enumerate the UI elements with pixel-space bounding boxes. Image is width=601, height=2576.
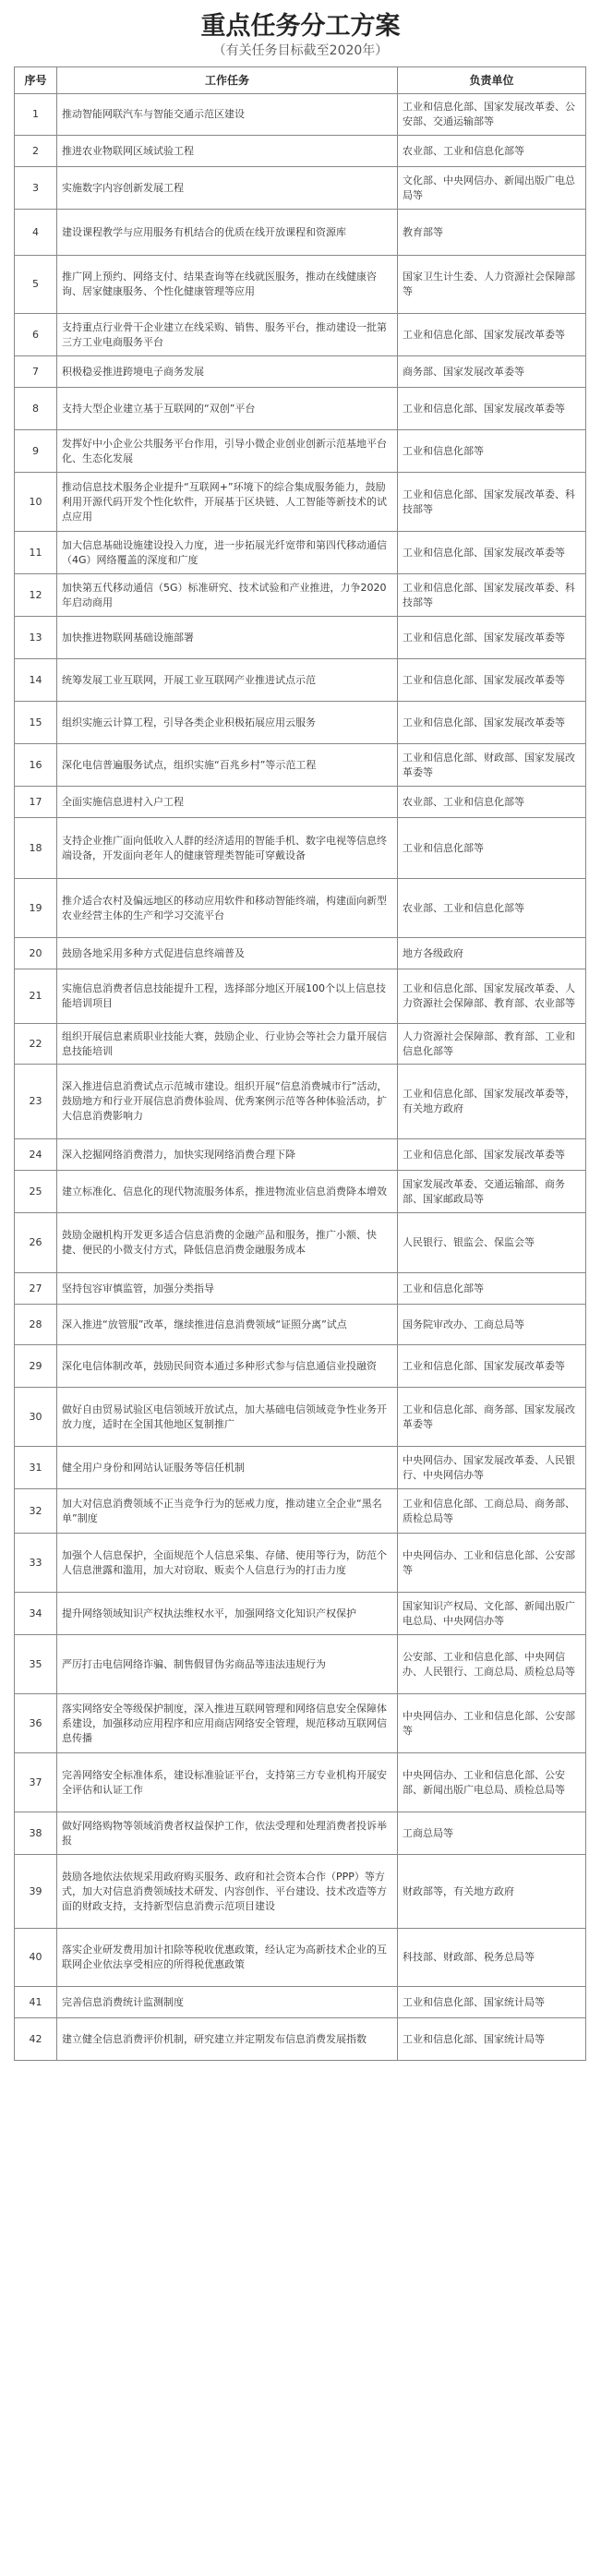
cell-dept: 人民银行、银监会、保监会等 <box>398 1213 586 1273</box>
cell-dept: 国务院审改办、工商总局等 <box>398 1305 586 1345</box>
cell-task: 建立健全信息消费评价机制，研究建立并定期发布信息消费发展指数 <box>57 2018 398 2061</box>
cell-task: 发挥好中小企业公共服务平台作用，引导小微企业创业创新示范基地平台化、生态化发展 <box>57 430 398 473</box>
table-row <box>15 1345 586 1388</box>
cell-dept: 工业和信息化部、国家统计局等 <box>398 1987 586 2018</box>
cell-num: 15 <box>15 702 57 744</box>
page-subtitle: （有关任务目标截至2020年） <box>212 43 389 58</box>
cell-dept: 工业和信息化部、商务部、国家发展改革委等 <box>398 1388 586 1447</box>
table-row <box>15 1171 586 1213</box>
table-row <box>15 1812 586 1855</box>
table-row <box>15 1305 586 1345</box>
table-header-row <box>15 67 586 94</box>
table-row <box>15 1139 586 1171</box>
cell-num: 30 <box>15 1388 57 1447</box>
cell-dept: 工业和信息化部、国家发展改革委、科技部等 <box>398 574 586 617</box>
cell-num: 36 <box>15 1694 57 1753</box>
cell-num: 42 <box>15 2018 57 2061</box>
cell-task: 健全用户身份和网站认证服务等信任机制 <box>57 1447 398 1489</box>
cell-task: 积极稳妥推进跨境电子商务发展 <box>57 356 398 388</box>
cell-task: 深化电信体制改革，鼓励民间资本通过多种形式参与信息通信业投融资 <box>57 1345 398 1388</box>
table-row <box>15 1065 586 1139</box>
cell-dept: 人力资源社会保障部、教育部、工业和信息化部等 <box>398 1024 586 1065</box>
cell-dept: 工业和信息化部、国家发展改革委等 <box>398 532 586 574</box>
cell-dept: 农业部、工业和信息化部等 <box>398 136 586 167</box>
cell-num: 6 <box>15 314 57 356</box>
cell-dept: 工业和信息化部等 <box>398 430 586 473</box>
table-row <box>15 356 586 388</box>
cell-num: 32 <box>15 1489 57 1534</box>
cell-dept: 文化部、中央网信办、新闻出版广电总局等 <box>398 167 586 210</box>
cell-task: 加快第五代移动通信（5G）标准研究、技术试验和产业推进，力争2020年启动商用 <box>57 574 398 617</box>
table-row <box>15 702 586 744</box>
cell-task: 统筹发展工业互联网，开展工业互联网产业推进试点示范 <box>57 659 398 702</box>
cell-dept: 教育部等 <box>398 210 586 256</box>
cell-num: 19 <box>15 879 57 938</box>
cell-dept: 中央网信办、工业和信息化部、公安部等 <box>398 1694 586 1753</box>
table-row <box>15 430 586 473</box>
cell-num: 41 <box>15 1987 57 2018</box>
cell-num: 39 <box>15 1855 57 1929</box>
table-row <box>15 1024 586 1065</box>
cell-dept: 工业和信息化部、国家发展改革委等 <box>398 617 586 659</box>
cell-task: 完善网络安全标准体系，建设标准验证平台，支持第三方专业机构开展安全评估和认证工作 <box>57 1753 398 1812</box>
cell-num: 7 <box>15 356 57 388</box>
table-row <box>15 787 586 818</box>
cell-dept: 工业和信息化部、国家发展改革委等 <box>398 1345 586 1388</box>
cell-dept: 工商总局等 <box>398 1812 586 1855</box>
cell-task: 做好网络购物等领域消费者权益保护工作，依法受理和处理消费者投诉举报 <box>57 1812 398 1855</box>
cell-dept: 中央网信办、国家发展改革委、人民银行、中央网信办等 <box>398 1447 586 1489</box>
cell-dept: 财政部等，有关地方政府 <box>398 1855 586 1929</box>
cell-num: 17 <box>15 787 57 818</box>
cell-task: 支持企业推广面向低收入人群的经济适用的智能手机、数字电视等信息终端设备，开发面向老年人的健康管理类智能可穿戴设备 <box>57 818 398 879</box>
table-row <box>15 1213 586 1273</box>
cell-num: 14 <box>15 659 57 702</box>
cell-num: 11 <box>15 532 57 574</box>
cell-num: 38 <box>15 1812 57 1855</box>
cell-task: 做好自由贸易试验区电信领域开放试点，加大基础电信领域竞争性业务开放力度，适时在全国其他地区复制推广 <box>57 1388 398 1447</box>
cell-num: 8 <box>15 388 57 430</box>
cell-task: 加强个人信息保护，全面规范个人信息采集、存储、使用等行为，防范个人信息泄露和滥用，加大对窃取、贩卖个人信息行为的打击力度 <box>57 1534 398 1593</box>
table-row <box>15 1489 586 1534</box>
cell-dept: 工业和信息化部、国家发展改革委等 <box>398 1139 586 1171</box>
table-row <box>15 1447 586 1489</box>
table-row <box>15 1753 586 1812</box>
cell-num: 9 <box>15 430 57 473</box>
cell-task: 全面实施信息进村入户工程 <box>57 787 398 818</box>
cell-task: 深入推进信息消费试点示范城市建设。组织开展“信息消费城市行”活动，鼓励地方和行业开展信息消费体验周、优秀案例示范等各种体验活动，扩大信息消费影响力 <box>57 1065 398 1139</box>
cell-dept: 工业和信息化部、国家发展改革委、人力资源社会保障部、教育部、农业部等 <box>398 969 586 1024</box>
cell-num: 16 <box>15 744 57 787</box>
cell-dept: 工业和信息化部、国家发展改革委等 <box>398 314 586 356</box>
cell-num: 12 <box>15 574 57 617</box>
table-row <box>15 473 586 532</box>
cell-num: 34 <box>15 1593 57 1635</box>
cell-task: 落实网络安全等级保护制度，深入推进互联网管理和网络信息安全保障体系建设，加强移动应用程序和应用商店网络安全管理，规范移动互联网信息传播 <box>57 1694 398 1753</box>
table-row <box>15 818 586 879</box>
cell-task: 组织实施云计算工程，引导各类企业积极拓展应用云服务 <box>57 702 398 744</box>
cell-task: 深入挖掘网络消费潜力，加快实现网络消费合理下降 <box>57 1139 398 1171</box>
cell-task: 支持大型企业建立基于互联网的“双创”平台 <box>57 388 398 430</box>
cell-num: 23 <box>15 1065 57 1139</box>
table-row <box>15 532 586 574</box>
table-row <box>15 2018 586 2061</box>
cell-num: 5 <box>15 256 57 314</box>
cell-dept: 工业和信息化部、国家发展改革委等，有关地方政府 <box>398 1065 586 1139</box>
cell-dept: 商务部、国家发展改革委等 <box>398 356 586 388</box>
table-row <box>15 617 586 659</box>
cell-task: 加大信息基础设施建设投入力度，进一步拓展光纤宽带和第四代移动通信（4G）网络覆盖的深度和广度 <box>57 532 398 574</box>
cell-dept: 工业和信息化部、财政部、国家发展改革委等 <box>398 744 586 787</box>
cell-num: 26 <box>15 1213 57 1273</box>
cell-task: 支持重点行业骨干企业建立在线采购、销售、服务平台，推动建设一批第三方工业电商服务平台 <box>57 314 398 356</box>
cell-dept: 工业和信息化部、国家发展改革委等 <box>398 702 586 744</box>
cell-dept: 工业和信息化部、国家统计局等 <box>398 2018 586 2061</box>
cell-num: 4 <box>15 210 57 256</box>
cell-dept: 国家发展改革委、交通运输部、商务部、国家邮政局等 <box>398 1171 586 1213</box>
cell-dept: 国家卫生计生委、人力资源社会保障部等 <box>398 256 586 314</box>
table-row <box>15 574 586 617</box>
cell-num: 40 <box>15 1929 57 1987</box>
cell-num: 31 <box>15 1447 57 1489</box>
cell-dept: 中央网信办、工业和信息化部、公安部、新闻出版广电总局、质检总局等 <box>398 1753 586 1812</box>
cell-num: 21 <box>15 969 57 1024</box>
cell-task: 建立标准化、信息化的现代物流服务体系，推进物流业信息消费降本增效 <box>57 1171 398 1213</box>
cell-dept: 工业和信息化部、国家发展改革委等 <box>398 659 586 702</box>
table-row <box>15 879 586 938</box>
cell-task: 组织开展信息素质职业技能大赛，鼓励企业、行业协会等社会力量开展信息技能培训 <box>57 1024 398 1065</box>
cell-num: 20 <box>15 938 57 969</box>
cell-dept: 农业部、工业和信息化部等 <box>398 787 586 818</box>
table-row <box>15 969 586 1024</box>
table-body <box>15 94 586 2061</box>
cell-task: 建设课程教学与应用服务有机结合的优质在线开放课程和资源库 <box>57 210 398 256</box>
cell-dept: 工业和信息化部、国家发展改革委、公安部、交通运输部等 <box>398 94 586 136</box>
cell-dept: 工业和信息化部、国家发展改革委等 <box>398 388 586 430</box>
cell-task: 实施数字内容创新发展工程 <box>57 167 398 210</box>
cell-task: 加大对信息消费领域不正当竞争行为的惩戒力度，推动建立全企业“黑名单”制度 <box>57 1489 398 1534</box>
cell-dept: 工业和信息化部等 <box>398 818 586 879</box>
cell-num: 1 <box>15 94 57 136</box>
table-row <box>15 256 586 314</box>
table-row <box>15 659 586 702</box>
table-row <box>15 1534 586 1593</box>
cell-num: 13 <box>15 617 57 659</box>
cell-num: 25 <box>15 1171 57 1213</box>
cell-dept: 工业和信息化部、国家发展改革委、科技部等 <box>398 473 586 532</box>
table-row <box>15 136 586 167</box>
task-table <box>14 66 586 2061</box>
cell-num: 3 <box>15 167 57 210</box>
cell-task: 鼓励金融机构开发更多适合信息消费的金融产品和服务，推广小额、快捷、便民的小微支付方式，降低信息消费金融服务成本 <box>57 1213 398 1273</box>
cell-task: 深化电信普遍服务试点，组织实施“百兆乡村”等示范工程 <box>57 744 398 787</box>
cell-task: 鼓励各地依法依规采用政府购买服务、政府和社会资本合作（PPP）等方式，加大对信息消费领域技术研发、内容创作、平台建设、技术改造等方面的财政支持，支持新型信息消费示范项目建设 <box>57 1855 398 1929</box>
cell-task: 加快推进物联网基础设施部署 <box>57 617 398 659</box>
table-row <box>15 1929 586 1987</box>
cell-num: 28 <box>15 1305 57 1345</box>
cell-num: 27 <box>15 1273 57 1305</box>
cell-dept: 工业和信息化部、工商总局、商务部、质检总局等 <box>398 1489 586 1534</box>
cell-task: 推动信息技术服务企业提升“互联网+”环境下的综合集成服务能力，鼓励利用开源代码开发个性化软件，开展基于区块链、人工智能等新技术的试点应用 <box>57 473 398 532</box>
table-row <box>15 1694 586 1753</box>
cell-num: 18 <box>15 818 57 879</box>
cell-task: 严厉打击电信网络诈骗、制售假冒伪劣商品等违法违规行为 <box>57 1635 398 1694</box>
header-dept: 负责单位 <box>398 67 586 94</box>
cell-num: 35 <box>15 1635 57 1694</box>
cell-task: 推进农业物联网区域试验工程 <box>57 136 398 167</box>
cell-task: 推广网上预约、网络支付、结果查询等在线就医服务，推动在线健康咨询、居家健康服务、个性化健康管理等应用 <box>57 256 398 314</box>
table-row <box>15 938 586 969</box>
cell-dept: 地方各级政府 <box>398 938 586 969</box>
cell-num: 10 <box>15 473 57 532</box>
cell-dept: 国家知识产权局、文化部、新闻出版广电总局、中央网信办等 <box>398 1593 586 1635</box>
cell-num: 22 <box>15 1024 57 1065</box>
header-task: 工作任务 <box>57 67 398 94</box>
cell-num: 24 <box>15 1139 57 1171</box>
table-row <box>15 1635 586 1694</box>
cell-dept: 公安部、工业和信息化部、中央网信办、人民银行、工商总局、质检总局等 <box>398 1635 586 1694</box>
page-title: 重点任务分工方案 <box>200 12 401 41</box>
table-row <box>15 1273 586 1305</box>
cell-task: 提升网络领域知识产权执法维权水平，加强网络文化知识产权保护 <box>57 1593 398 1635</box>
table-row <box>15 388 586 430</box>
table-row <box>15 314 586 356</box>
table-row <box>15 1855 586 1929</box>
header-num: 序号 <box>15 67 57 94</box>
cell-task: 落实企业研发费用加计扣除等税收优惠政策，经认定为高新技术企业的互联网企业依法享受相应的所得税优惠政策 <box>57 1929 398 1987</box>
table-row <box>15 94 586 136</box>
cell-task: 鼓励各地采用多种方式促进信息终端普及 <box>57 938 398 969</box>
cell-task: 实施信息消费者信息技能提升工程，选择部分地区开展100个以上信息技能培训项目 <box>57 969 398 1024</box>
cell-dept: 工业和信息化部等 <box>398 1273 586 1305</box>
cell-num: 2 <box>15 136 57 167</box>
cell-task: 推介适合农村及偏远地区的移动应用软件和移动智能终端，构建面向新型农业经营主体的生产和学习交流平台 <box>57 879 398 938</box>
cell-task: 完善信息消费统计监测制度 <box>57 1987 398 2018</box>
cell-num: 29 <box>15 1345 57 1388</box>
table-row <box>15 210 586 256</box>
table-row <box>15 167 586 210</box>
table-row <box>15 1987 586 2018</box>
cell-dept: 科技部、财政部、税务总局等 <box>398 1929 586 1987</box>
cell-dept: 中央网信办、工业和信息化部、公安部等 <box>398 1534 586 1593</box>
cell-num: 33 <box>15 1534 57 1593</box>
cell-task: 推动智能网联汽车与智能交通示范区建设 <box>57 94 398 136</box>
cell-task: 坚持包容审慎监管，加强分类指导 <box>57 1273 398 1305</box>
table-row <box>15 1388 586 1447</box>
cell-dept: 农业部、工业和信息化部等 <box>398 879 586 938</box>
table-row <box>15 744 586 787</box>
cell-num: 37 <box>15 1753 57 1812</box>
table-row <box>15 1593 586 1635</box>
cell-task: 深入推进“放管服”改革，继续推进信息消费领域“证照分离”试点 <box>57 1305 398 1345</box>
